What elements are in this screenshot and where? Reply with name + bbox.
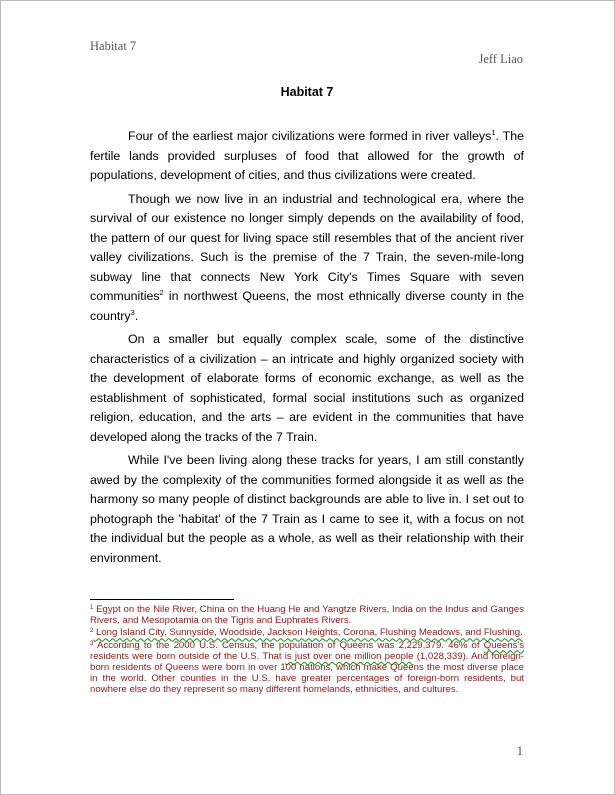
footnote-3-text-c: residents were born outside of the U.S. That — [90, 650, 285, 662]
footnote-ref-1: 1 — [491, 128, 496, 137]
footnotes — [90, 604, 524, 697]
footnote-3-number: 3 — [90, 640, 94, 647]
footnote-3-text-e: (1,028,339). And foreign-born residents of Queens were born in over 100 nations, which make Queens the most diverse place in the world. Other counties in the U.S. have greater percentages of foreign-born residents, but nowhere else do they represent so many different homelands, ethnicities, and cultures. — [90, 650, 524, 696]
footnote-3 — [90, 640, 524, 696]
footnote-2 — [90, 627, 524, 638]
footnote-3-text-b: Queens's — [483, 639, 524, 651]
footnote-ref-3: 3 — [130, 307, 135, 317]
document-title: Habitat 7 — [280, 85, 334, 99]
paragraph-4: While I've been living along these tracks for years, I am still constantly awed by the complexity of the communities formed alongside it as well as the harmony so many people of distinct backgrounds are able to live in. I set out to photograph the 'habitat' of the 7 Train as I came to see it, with a focus on not the individual but the people as a whole, as well as their relationship with their environment. — [90, 453, 524, 565]
paragraph-2-text-b: in northwest Queens, the most ethnically diverse county in the country — [90, 289, 524, 323]
footnote-2-text: Long Island City, Sunnyside, Woodside, Jackson Heights, Corona, Flushing Meadows, and Flushing. — [93, 627, 523, 639]
paragraph-2-text-c: . — [134, 308, 139, 323]
paragraph-2 — [90, 190, 524, 327]
paragraph-1-text-a: Four of the earliest major civilizations were formed in river valleys — [128, 129, 492, 143]
footnote-3-text-a: According to the 2000 U.S. Census, the population of Queens was 2,229,379. 46% of — [93, 639, 484, 651]
footnote-3-text-d: is just over one million people — [284, 650, 414, 662]
body-text — [90, 127, 524, 572]
paragraph-1 — [90, 127, 524, 186]
footnote-1 — [90, 604, 524, 626]
running-header-author: Jeff Liao — [478, 52, 523, 66]
page-number: 1 — [516, 744, 523, 758]
paragraph-1-text-b: . The fertile lands provided surpluses of food that allowed for the growth of populations, development of cities, and thus civilizations were created. — [90, 129, 525, 182]
footnote-1-number: 1 — [90, 605, 94, 611]
paragraph-2-text-a: Though we now live in an industrial and technological era, where the survival of our existence no longer simply depends on the availability of food, the pattern of our quest for living space still resembles that of the ancient river valley civilizations. Such is the premise of the 7 Train, the seven-mile-long subway line that connects New York City's Times Square with seven communities — [90, 191, 524, 303]
footnote-2-number: 2 — [90, 628, 94, 635]
running-header-title: Habitat 7 — [90, 39, 137, 53]
footnote-1-text: Egypt on the Nile River, China on the Huang He and Yangtze Rivers, India on the Indus and Ganges Rivers, and Mesopotamia on the Tigris and Euphrates Rivers. — [90, 604, 524, 627]
footnote-ref-2: 2 — [159, 288, 164, 297]
paragraph-3: On a smaller but equally complex scale, some of the distinctive characteristics of a civilization – an intricate and highly organized society with the development of elaborate forms of economic exchange, as well as the establishment of sophisticated, formal social institutions such as organized religion, education, and the arts – are evident in the communities that have developed along the tracks of the 7 Train. — [90, 332, 524, 444]
footnote-separator — [90, 599, 234, 600]
